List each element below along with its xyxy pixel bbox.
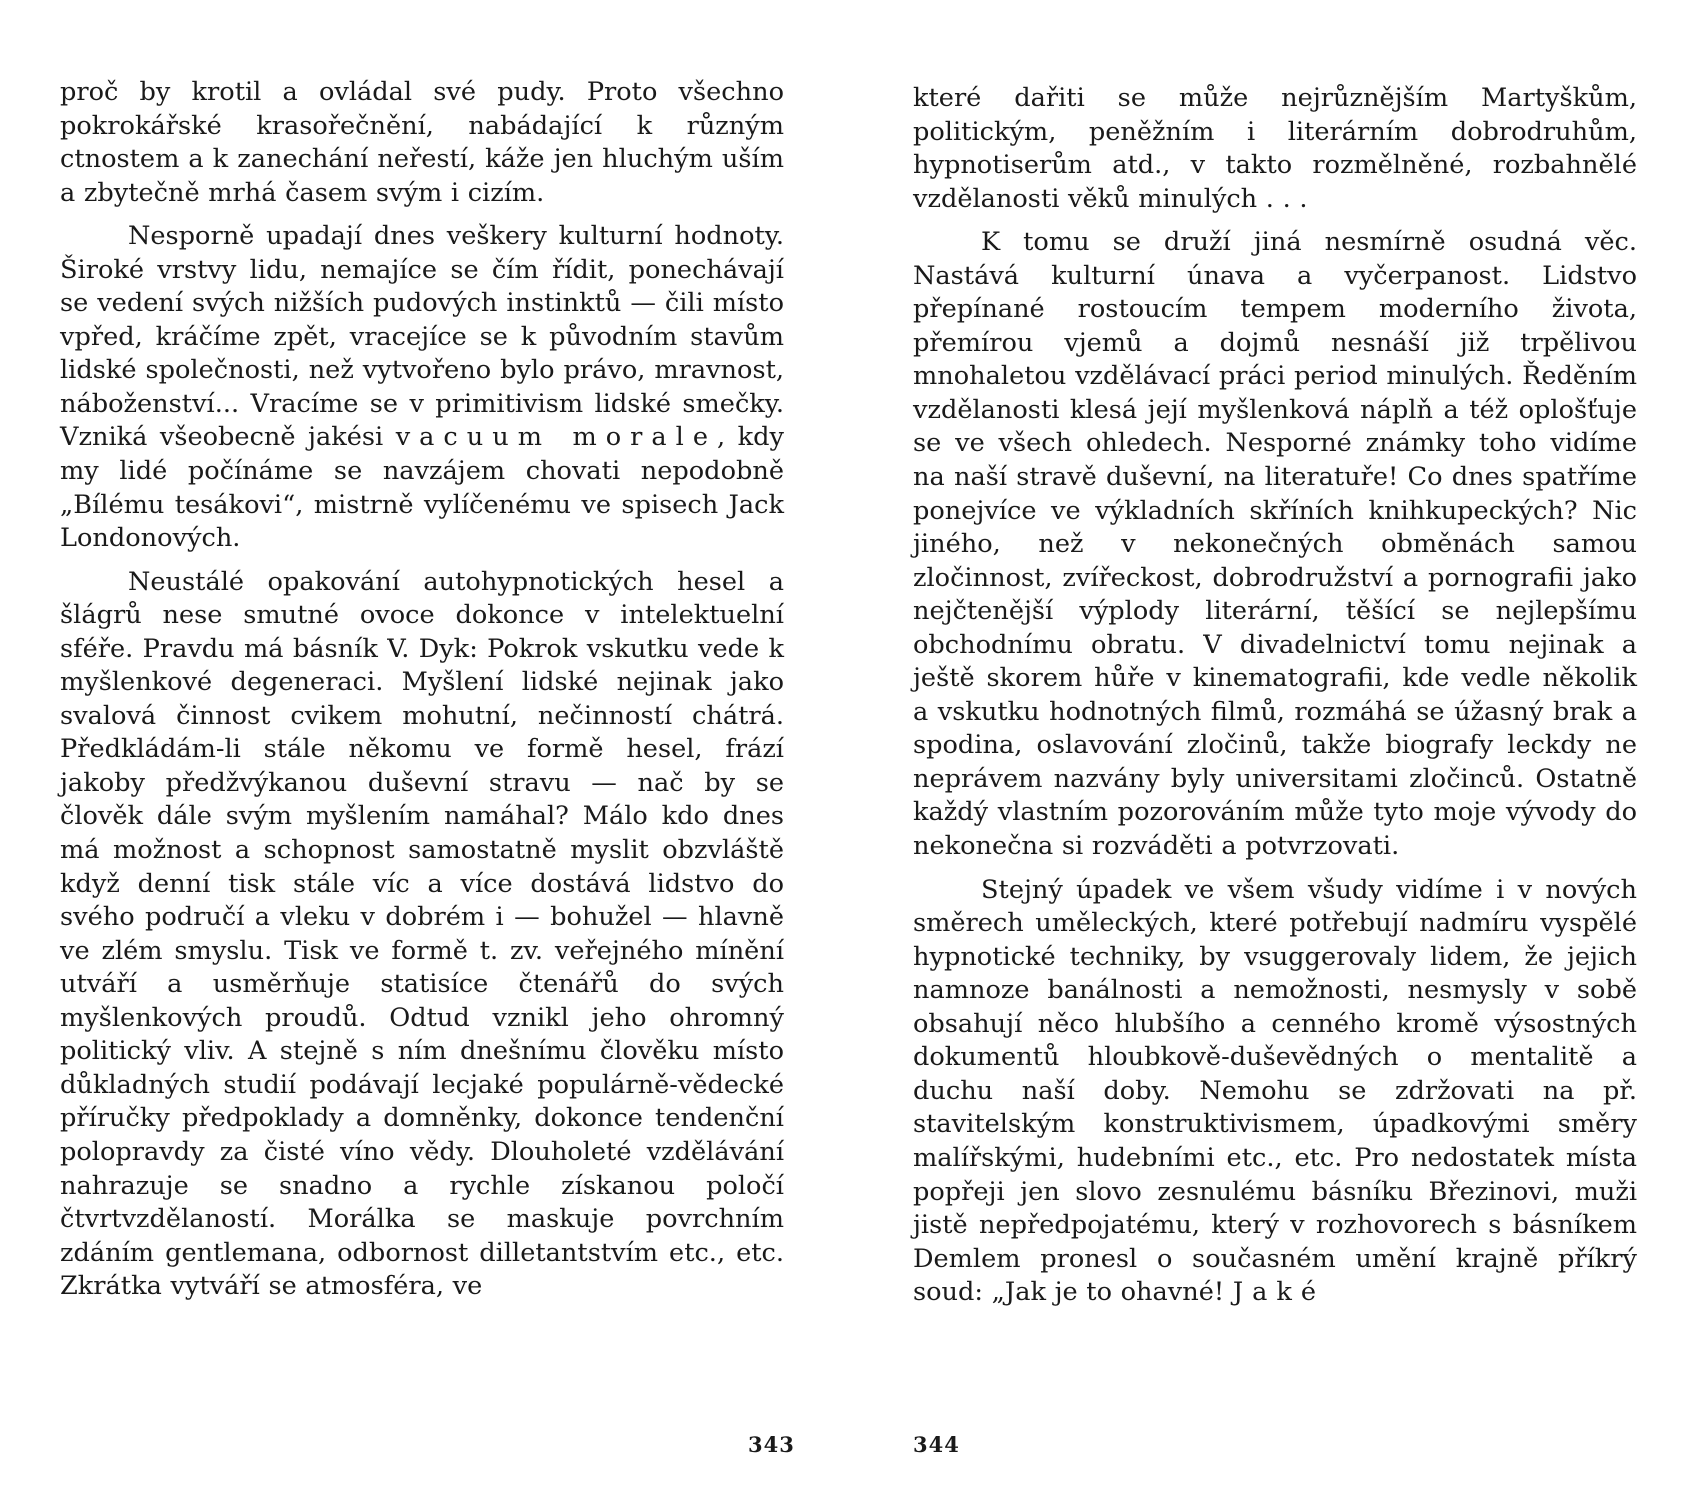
emphasized-text: vacuum morale — [395, 422, 718, 453]
paragraph: K tomu se druží jiná nesmírně osudná věc. Nastává kulturní únava a vyčerpanost. Lidstvo přepínané rostoucím tempem moderního života, přemírou vjemů a dojmů nesnáší již trpělivou mnohaletou vzdělávací práci period minulých. Ředěním vzdělanosti klesá její myšlenková náplň a též oplošťuje se ve všech ohledech. Nesporné známky toho vidíme na naší stravě duševní, na literatuře! Co dnes spatříme ponejvíce ve výkladních skříních knihkupeckých? Nic jiného, než v nekonečných obměnách samou zločinnost, zvířeckost, dobrodružství a pornografii jako nejčtenější výplody literární, těšící se nejlepšímu obchodnímu obratu. V divadelnictví tomu nejinak a ještě skorem hůře v kinematografii, kde vedle několik a vskutku hodnotných filmů, rozmáhá se úžasný brak a spodina, oslavování zločinů, takže biografy leckdy ne neprávem nazvány byly universitami zločinců. Ostatně každý vlastním pozorováním může tyto moje vývody do nekonečna si rozváděti a potvrzovati. — [913, 227, 1637, 862]
paragraph: které dařiti se může nejrůznějším Martyškům, politickým, peněžním i literárním dobrodruhům, hypnotiserům atd., v takto rozmělněné, rozbahnělé vzdělanosti věků minulých . . . — [913, 83, 1637, 214]
right-page-text — [913, 82, 1637, 1310]
paragraph: proč by krotil a ovládal své pudy. Proto všechno pokrokářské krasořečnění, nabádající k různým ctnostem a k zanechání neřestí, káže jen hluchým uším a zbytečně mrhá časem svým i cizím. — [60, 77, 784, 208]
left-page-text — [60, 76, 784, 1304]
page-number: 343 — [748, 1432, 795, 1457]
paragraph-text: Nesporně upadají dnes veškery kulturní hodnoty. Široké vrstvy lidu, nemajíce se čím řídit, ponechávají se vedení svých nižších pudových instinktů — čili místo vpřed, kráčíme zpět, vracejíce se k původním stavům lidské společnosti, než vytvořeno bylo právo, mravnost, náboženství... Vracíme se v primitivism lidské smečky. Vzniká všeobecně jakési — [60, 221, 784, 453]
paragraph-text: Stejný úpadek ve všem všudy vidíme i v nových směrech uměleckých, které potřebují nadmíru vyspělé hypnotické techniky, by vsuggerovaly lidem, že jejich namnoze banálnosti a nemožnosti, nesmysly v sobě obsahují něco hlubšího a cenného kromě výsostných dokumentů hloubkově-duševědných o mentalitě a duchu naší doby. Nemohu se zdržovati na př. stavitelským konstruktivismem, úpadkovými směry malířskými, hudebními etc., etc. Pro nedostatek místa popřeji jen slovo zesnulému básníku Březinovi, muži jistě nepředpojatému, který v rozhovorech s básníkem Demlem pronesl o současném umění krajně příkrý soud: „Jak je to ohavné! — [913, 874, 1637, 1308]
paragraph: Neustálé opakování autohypnotických hesel a šlágrů nese smutné ovoce dokonce v intelektuelní sféře. Pravdu má básník V. Dyk: Pokrok vskutku vede k myšlenkové degeneraci. Myšlení lidské nejinak jako svalová činnost cvikem mohutní, nečinností chátrá. Předkládám-li stále někomu ve formě hesel, frází jakoby předžvýkanou duševní stravu — nač by se člověk dále svým myšlením namáhal? Málo kdo dnes má možnost a schopnost samostatně myslit obzvláště když denní tisk stále víc a více dostává lidstvo do svého područí a vleku v dobrém i — bohužel — hlavně ve zlém smyslu. Tisk ve formě t. zv. veřejného mínění utváří a usměrňuje statisíce čtenářů do svých myšlenkových proudů. Odtud vznikl jeho ohromný politický vliv. A stejně s ním dnešnímu člověku místo důkladných studií podávají lecjaké populárně-vědecké příručky předpoklady a domněnky, dokonce tendenční polopravdy za čisté víno vědy. Dlouholeté vzdělávání nahrazuje se snadno a rychle získanou poločí čtvrtvzdělaností. Morálka se maskuje povrchním zdáním gentlemana, odbornost dilletantstvím etc., etc. Zkrátka vytváří se atmosféra, ve — [60, 566, 784, 1302]
paragraph — [60, 220, 784, 555]
paragraph — [913, 874, 1637, 1310]
right-page — [846, 0, 1692, 1500]
paragraph-text: , kdy my lidé počínáme se navzájem chovati nepodobně „Bílému tesákovi“, mistrně vylíčenému ve spisech Jack Londonových. — [60, 422, 784, 554]
emphasized-text: Jaké — [1232, 1277, 1325, 1308]
page-number: 344 — [913, 1432, 960, 1457]
